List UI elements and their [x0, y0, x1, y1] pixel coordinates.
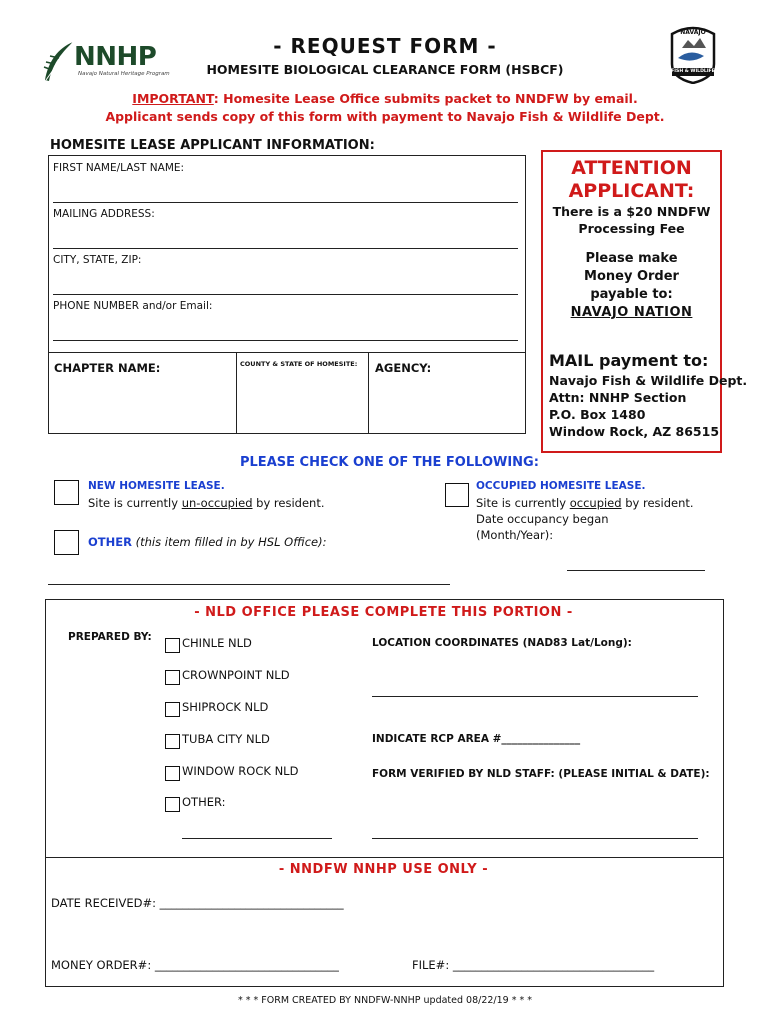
pay-line-2: Money Order	[584, 269, 679, 284]
date-received-field[interactable]: DATE RECEIVED#: ________________________________	[51, 896, 344, 910]
important-label: IMPORTANT	[132, 91, 214, 106]
name-label: FIRST NAME/LAST NAME:	[53, 162, 185, 174]
attention-title-1: ATTENTION	[571, 157, 692, 179]
shiprock-checkbox[interactable]	[165, 702, 180, 717]
city-label: CITY, STATE, ZIP:	[53, 254, 142, 266]
money-order-field[interactable]: MONEY ORDER#: ________________________________	[51, 958, 339, 972]
fee-line-1: There is a $20 NNDFW	[552, 204, 711, 219]
form-title: - REQUEST FORM -	[273, 34, 497, 58]
phone-line[interactable]	[53, 340, 518, 341]
pay-line-1: Please make	[585, 251, 678, 266]
applicant-heading: HOMESITE LEASE APPLICANT INFORMATION:	[50, 138, 375, 153]
address-label: MAILING ADDRESS:	[53, 208, 155, 220]
occ-desc-underlined: occupied	[569, 496, 622, 510]
notice-line1-text: : Homesite Lease Office submits packet to NNDFW by email.	[213, 91, 638, 106]
occ-desc-post: by resident.	[621, 496, 694, 510]
other-office-line[interactable]	[182, 838, 332, 839]
attention-title-2: APPLICANT:	[568, 180, 695, 202]
address-line[interactable]	[53, 248, 518, 249]
rcp-area-field[interactable]: INDICATE RCP AREA #_______________	[372, 733, 581, 745]
window-rock-checkbox[interactable]	[165, 766, 180, 781]
seal-bottom-text: FISH & WILDLIFE	[671, 69, 715, 74]
coordinates-label: LOCATION COORDINATES (NAD83 Lat/Long):	[372, 637, 632, 649]
logo-subtext: Navajo Natural Heritage Program	[78, 71, 170, 77]
fish-wildlife-seal	[668, 26, 718, 84]
nnhp-logo	[40, 40, 170, 84]
new-homesite-checkbox[interactable]	[54, 480, 79, 505]
logo-text: NNHP	[74, 42, 157, 72]
new-desc-underlined: un-occupied	[181, 496, 253, 510]
occupied-desc	[476, 496, 694, 510]
footer-note: * * * FORM CREATED BY NNDFW-NNHP updated 08/22/19 * * *	[237, 995, 533, 1006]
phone-label: PHONE NUMBER and/or Email:	[53, 300, 213, 312]
new-homesite-title: NEW HOMESITE LEASE.	[88, 480, 225, 492]
occupancy-month-year-label: (Month/Year):	[476, 528, 554, 542]
nld-heading: - NLD OFFICE PLEASE COMPLETE THIS PORTION -	[194, 605, 573, 620]
shiprock-label: SHIPROCK NLD	[182, 700, 269, 714]
occ-desc-pre: Site is currently	[476, 496, 570, 510]
other-line[interactable]	[48, 584, 450, 585]
new-homesite-desc	[88, 496, 324, 510]
fee-line-2: Processing Fee	[578, 221, 685, 236]
crownpoint-checkbox[interactable]	[165, 670, 180, 685]
mail-addr-1: Navajo Fish & Wildlife Dept.	[549, 373, 748, 388]
verified-label: FORM VERIFIED BY NLD STAFF: (PLEASE INITIAL & DATE):	[372, 768, 710, 780]
county-label: COUNTY & STATE OF HOMESITE:	[240, 360, 358, 368]
notice-line2: Applicant sends copy of this form with payment to Navajo Fish & Wildlife Dept.	[105, 109, 665, 124]
tuba-city-label: TUBA CITY NLD	[182, 732, 270, 746]
mail-addr-3: P.O. Box 1480	[549, 407, 646, 422]
nndfw-heading: - NNDFW NNHP USE ONLY -	[278, 862, 489, 877]
occupancy-date-label: Date occupancy began	[476, 512, 609, 526]
payee: NAVAJO NATION	[570, 305, 693, 320]
prepared-by-label: PREPARED BY:	[68, 631, 152, 643]
chapter-label: CHAPTER NAME:	[54, 361, 161, 375]
mail-addr-4: Window Rock, AZ 86515	[549, 424, 720, 439]
mail-title: MAIL payment to:	[549, 351, 709, 370]
pay-line-3: payable to:	[590, 287, 673, 302]
crownpoint-label: CROWNPOINT NLD	[182, 668, 290, 682]
occupied-title: OCCUPIED HOMESITE LEASE.	[476, 480, 646, 492]
file-number-field[interactable]: FILE#: ___________________________________	[412, 958, 655, 972]
check-heading: PLEASE CHECK ONE OF THE FOLLOWING:	[240, 455, 539, 470]
name-line[interactable]	[53, 202, 518, 203]
agency-label: AGENCY:	[375, 361, 432, 375]
notice-line1	[60, 91, 710, 106]
seal-top-text: NAVAJO	[680, 29, 706, 36]
occupied-checkbox[interactable]	[445, 483, 469, 507]
other-office-checkbox[interactable]	[165, 797, 180, 812]
chinle-label: CHINLE NLD	[182, 636, 252, 650]
new-desc-pre: Site is currently	[88, 496, 182, 510]
new-desc-post: by resident.	[252, 496, 325, 510]
city-line[interactable]	[53, 294, 518, 295]
other-checkbox[interactable]	[54, 530, 79, 555]
tuba-city-checkbox[interactable]	[165, 734, 180, 749]
window-rock-label: WINDOW ROCK NLD	[182, 764, 299, 778]
form-subtitle: HOMESITE BIOLOGICAL CLEARANCE FORM (HSBCF)	[206, 62, 564, 77]
chinle-checkbox[interactable]	[165, 638, 180, 653]
verified-line[interactable]	[372, 838, 698, 839]
occupancy-date-line[interactable]	[567, 570, 705, 571]
other-row	[88, 535, 326, 549]
mail-addr-2: Attn: NNHP Section	[549, 390, 687, 405]
other-desc: (this item filled in by HSL Office):	[131, 535, 327, 549]
other-office-label: OTHER:	[182, 795, 226, 809]
other-label: OTHER	[88, 535, 132, 549]
coordinates-line[interactable]	[372, 696, 698, 697]
